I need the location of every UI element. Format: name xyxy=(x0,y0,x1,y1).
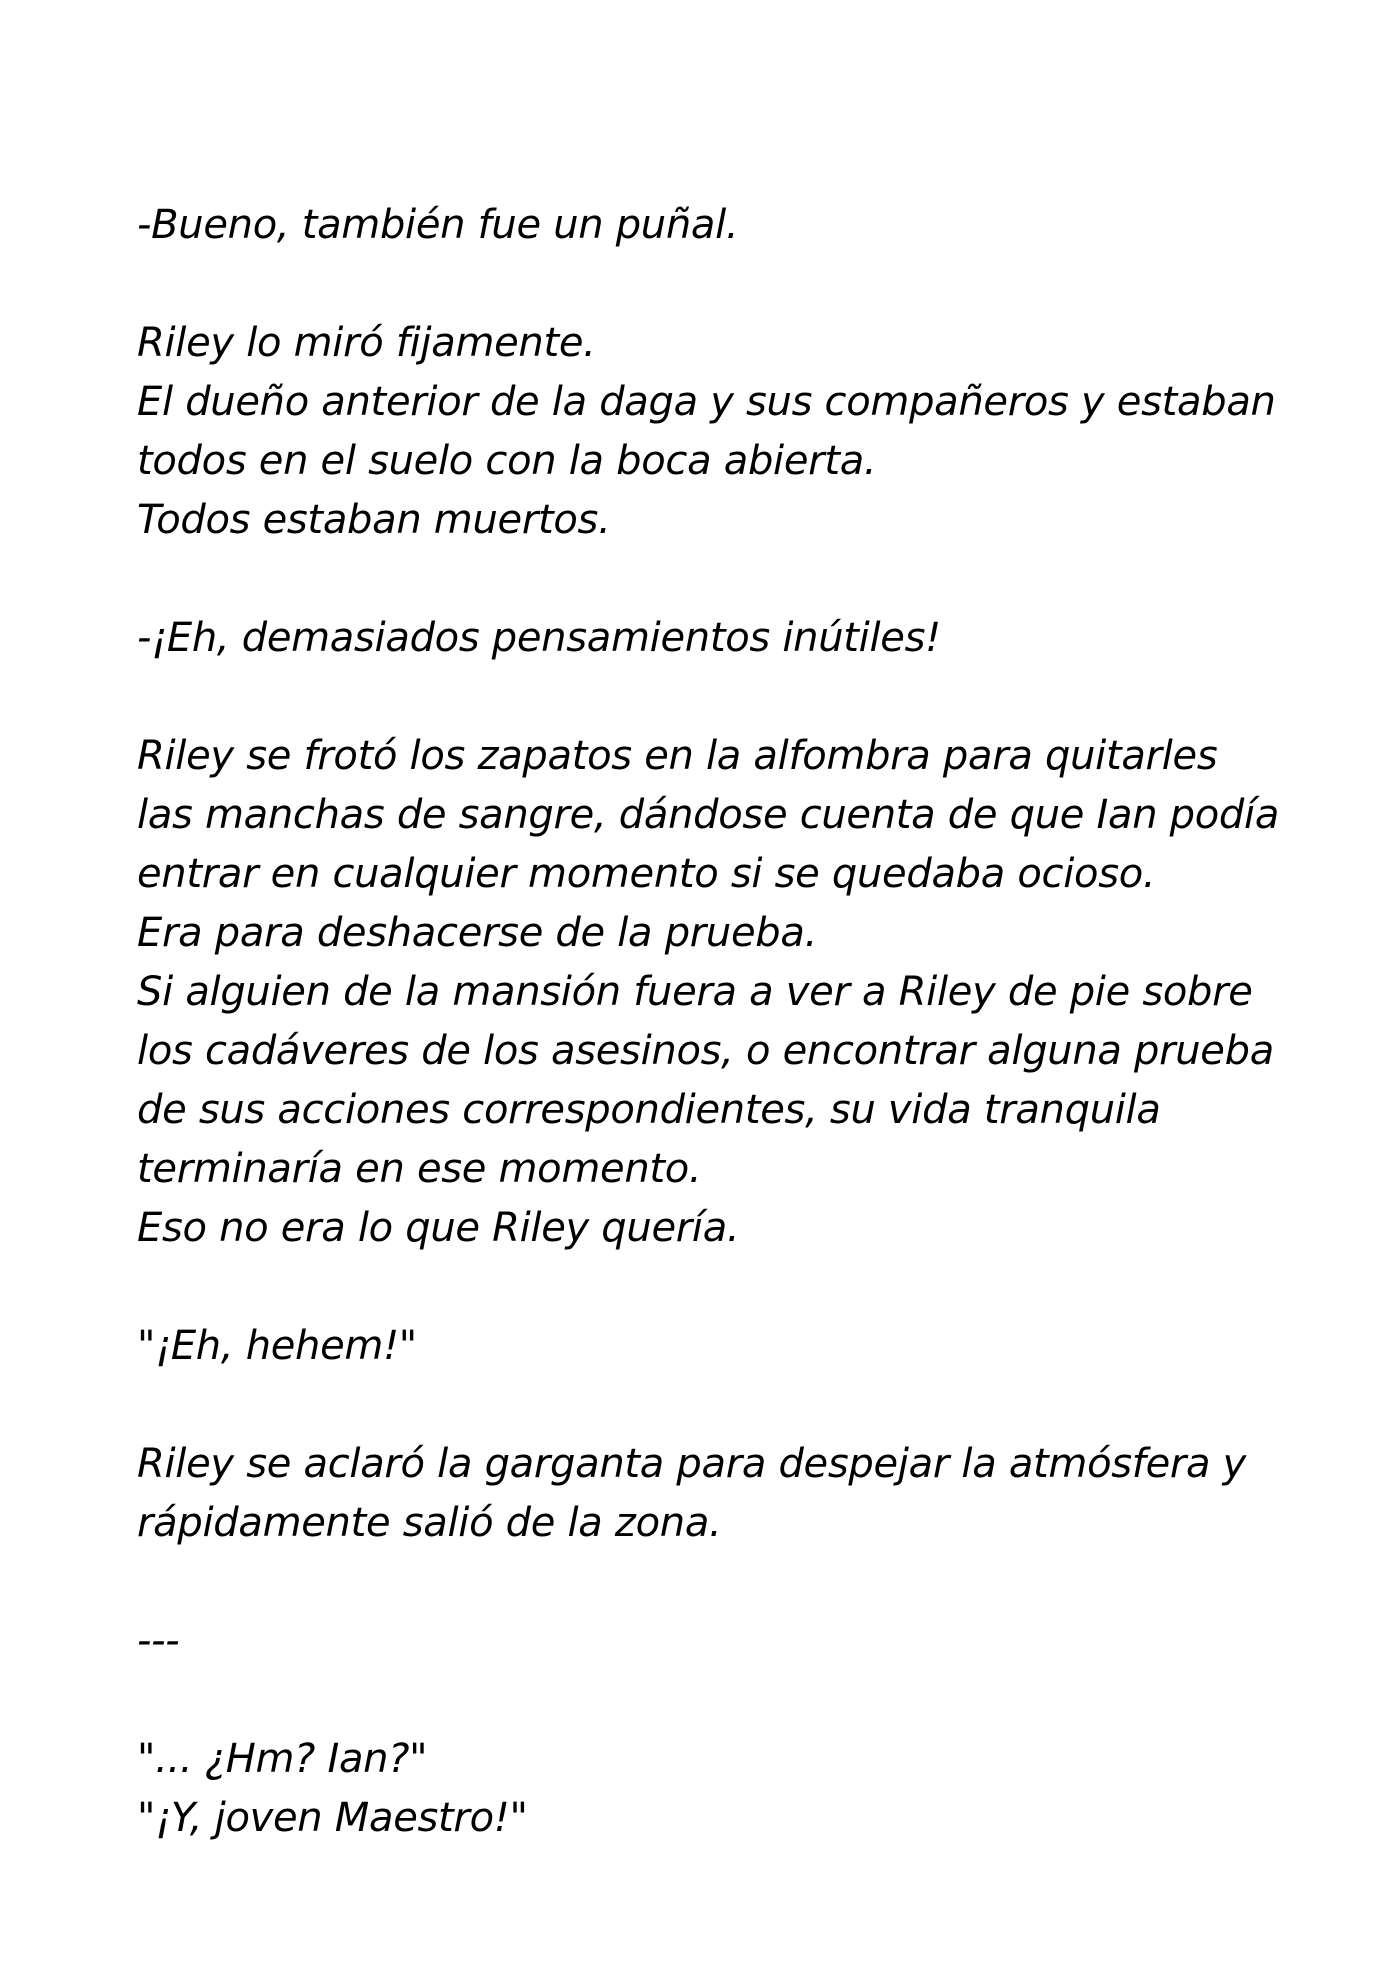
text-line: Si alguien de la mansión fuera a ver a Riley de pie sobre xyxy=(137,969,1253,1015)
text-line: Riley se frotó los zapatos en la alfombra para quitarles xyxy=(137,733,1218,779)
text-line: los cadáveres de los asesinos, o encontrar alguna prueba xyxy=(137,1028,1274,1074)
text-line: todos en el suelo con la boca abierta. xyxy=(137,438,877,484)
text-line: Eso no era lo que Riley quería. xyxy=(137,1205,740,1251)
blank-line xyxy=(137,255,1297,314)
text-line: las manchas de sangre, dándose cuenta de que Ian podía xyxy=(137,792,1280,838)
text-line: -Bueno, también fue un puñal. xyxy=(137,202,739,248)
text-line: Riley lo miró fijamente. xyxy=(137,320,596,366)
text-line: rápidamente salió de la zona. xyxy=(137,1500,722,1546)
text-line: de sus acciones correspondientes, su vida tranquila xyxy=(137,1087,1161,1133)
text-line: Era para deshacerse de la prueba. xyxy=(137,910,818,956)
text-line: El dueño anterior de la daga y sus compañeros y estaban xyxy=(137,379,1276,425)
blank-line xyxy=(137,1553,1297,1612)
text-line: "¡Y, joven Maestro!" xyxy=(137,1795,528,1841)
text-line: Todos estaban muertos. xyxy=(137,497,611,543)
text-line: "¡Eh, hehem!" xyxy=(137,1323,417,1369)
blank-line xyxy=(137,1376,1297,1435)
scene-separator: --- xyxy=(137,1618,180,1664)
text-line: -¡Eh, demasiados pensamientos inútiles! xyxy=(137,615,941,661)
text-line: entrar en cualquier momento si se quedaba ocioso. xyxy=(137,851,1156,897)
document-body xyxy=(137,196,1297,1848)
text-line: "... ¿Hm? Ian?" xyxy=(137,1736,428,1782)
text-line: Riley se aclaró la garganta para despejar la atmósfera y xyxy=(137,1441,1247,1487)
blank-line xyxy=(137,668,1297,727)
blank-line xyxy=(137,1671,1297,1730)
blank-line xyxy=(137,1258,1297,1317)
text-line: terminaría en ese momento. xyxy=(137,1146,702,1192)
blank-line xyxy=(137,550,1297,609)
